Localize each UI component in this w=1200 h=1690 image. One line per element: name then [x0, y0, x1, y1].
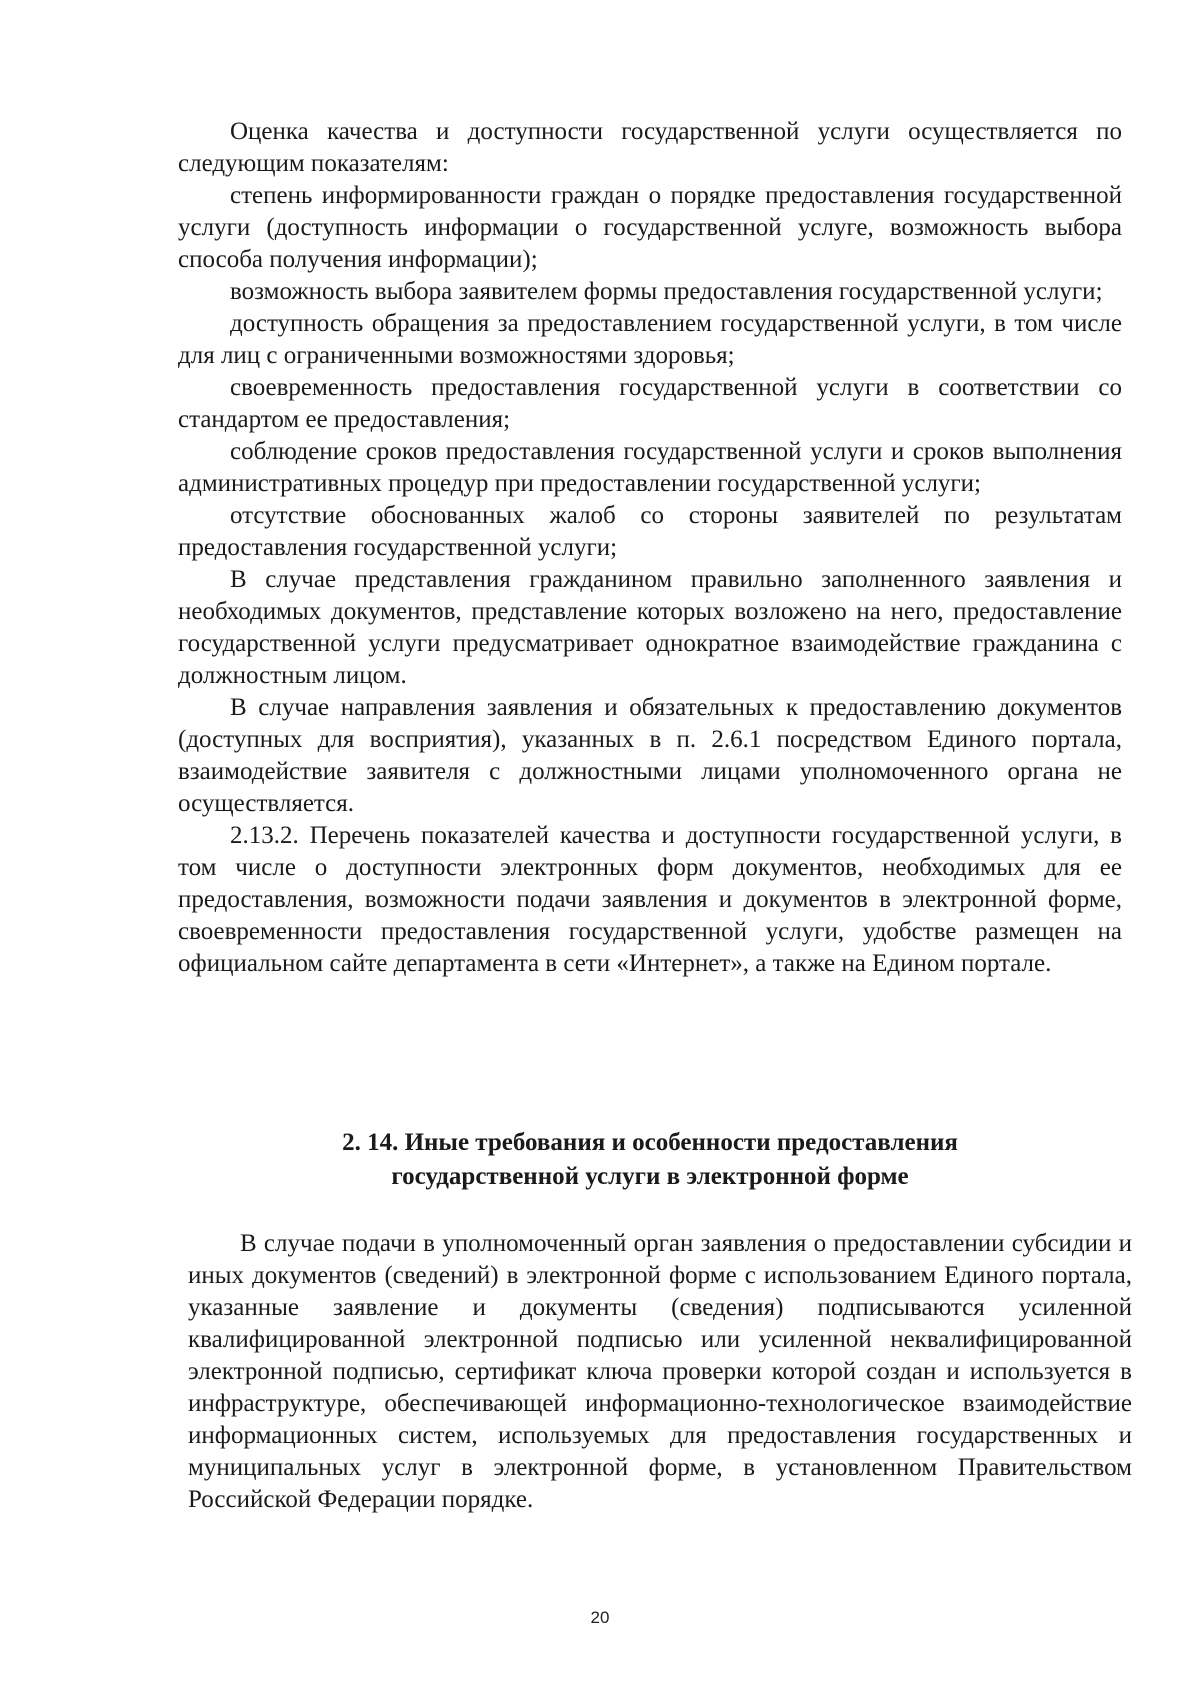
section-heading [178, 1126, 1122, 1194]
paragraph-indicator-choice-form: возможность выбора заявителем формы предоставления государственной услуги; [230, 278, 1103, 305]
paragraph-electronic-signature: В случае подачи в уполномоченный орган заявления о предоставлении субсидии и иных документов (сведений) в электронной форме с использованием Единого портала, указанные заявление и документы (сведения) подписываются усиленной квалифицированной электронной подписью или усиленной неквалифицированной электронной подписью, сертификат ключа проверки которой создан и используется в инфраструктуре, обеспечивающей информационно-технологическое взаимодействие информационных систем, используемых для предоставления государственных и муниципальных услуг в электронной форме, в установленном Правительством Российской Федерации порядке. [188, 1230, 1132, 1513]
paragraph-indicator-deadlines: соблюдение сроков предоставления государственной услуги и сроков выполнения административных процедур при предоставлении государственной услуги; [178, 438, 1122, 497]
section-heading-line2: государственной услуги в электронной форме [391, 1163, 909, 1190]
paragraph-indicator-awareness: степень информированности граждан о порядке предоставления государственной услуги (доступность информации о государственной услуге, возможность выбора способа получения информации); [178, 182, 1122, 273]
section-heading-line1: 2. 14. Иные требования и особенности предоставления [342, 1129, 958, 1156]
paragraph-indicator-accessibility: доступность обращения за предоставлением государственной услуги, в том числе для лиц с ограниченными возможностями здоровья; [178, 310, 1122, 369]
paragraph-portal-interaction: В случае направления заявления и обязательных к предоставлению документов (доступных для восприятия), указанных в п. 2.6.1 посредством Единого портала, взаимодействие заявителя с должностными лицами уполномоченного органа не осуществляется. [178, 694, 1122, 817]
paragraph-single-interaction: В случае представления гражданином правильно заполненного заявления и необходимых документов, представление которых возложено на него, предоставление государственной услуги предусматривает однократное взаимодействие гражданина с должностным лицом. [178, 566, 1122, 689]
indicators-text-block [178, 116, 1122, 980]
paragraph-indicator-timeliness: своевременность предоставления государственной услуги в соответствии со стандартом ее предоставления; [178, 374, 1122, 433]
electronic-form-text-block [188, 1228, 1132, 1516]
paragraph-indicator-complaints: отсутствие обоснованных жалоб со стороны заявителей по результатам предоставления государственной услуги; [178, 502, 1122, 561]
paragraph-intro: Оценка качества и доступности государственной услуги осуществляется по следующим показателям: [178, 118, 1122, 177]
paragraph-clause-2-13-2: 2.13.2. Перечень показателей качества и доступности государственной услуги, в том числе о доступности электронных форм документов, необходимых для ее предоставления, возможности подачи заявления и документов в электронной форме, своевременности предоставления государственной услуги, удобстве размещен на официальном сайте департамента в сети «Интернет», а также на Едином портале. [178, 822, 1122, 977]
page-number: 20 [590, 1608, 610, 1627]
